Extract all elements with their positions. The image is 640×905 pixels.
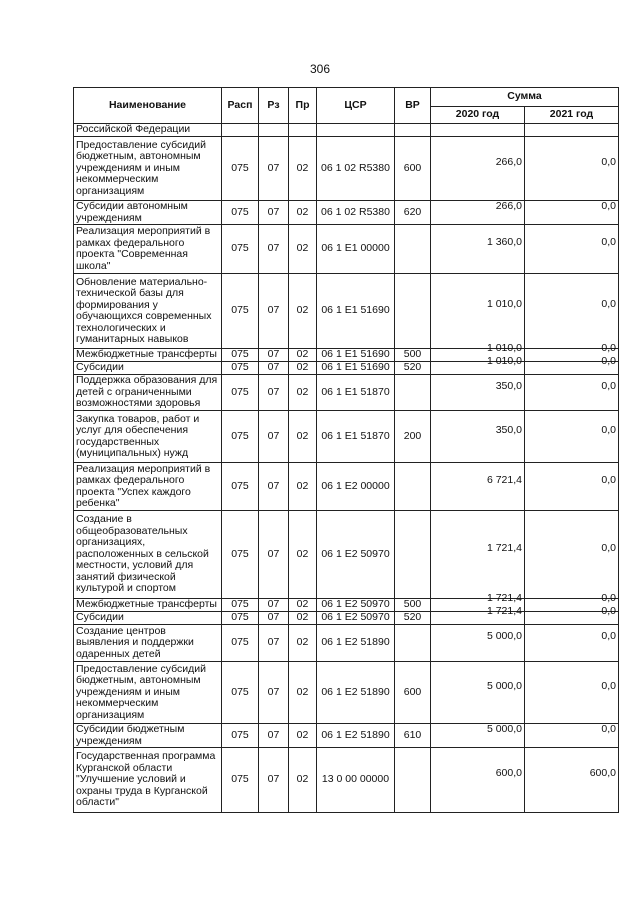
row-amount-2020	[431, 137, 525, 201]
row-csr: 06 1 E2 50970	[317, 599, 395, 612]
row-amount-2021	[525, 605, 619, 625]
table-row	[74, 662, 619, 724]
row-name: Государственная программа Курганской области "Улучшение условий и охраны труда в Курганской области"	[74, 748, 222, 813]
row-vr: 500	[395, 349, 431, 362]
row-name: Российской Федерации	[74, 124, 222, 137]
row-amount-2020	[431, 225, 525, 274]
header-year-2021: 2021 год	[525, 107, 619, 124]
row-amount-2021-value: 0,0	[601, 355, 616, 368]
header-pr: Пр	[289, 88, 317, 124]
row-amount-2021	[525, 748, 619, 813]
row-amount-2020-value: 350,0	[495, 379, 522, 392]
row-pr: 02	[289, 748, 317, 813]
row-amount-2021-value: 0,0	[601, 423, 616, 436]
row-pr: 02	[289, 599, 317, 612]
row-csr: 06 1 E2 51890	[317, 662, 395, 724]
table-row	[74, 625, 619, 662]
row-rasp: 075	[222, 225, 259, 274]
row-amount-2020-value: 5 000,0	[486, 630, 522, 643]
row-csr: 06 1 E2 00000	[317, 463, 395, 511]
row-amount-2020	[431, 511, 525, 599]
row-vr	[395, 625, 431, 662]
row-amount-2020-value: 1 721,4	[486, 592, 522, 605]
row-pr: 02	[289, 662, 317, 724]
row-name: Реализация мероприятий в рамках федерального проекта "Современная школа"	[74, 225, 222, 274]
row-pr: 02	[289, 349, 317, 362]
row-amount-2021	[525, 124, 619, 137]
table-row	[74, 137, 619, 201]
row-amount-2021-value: 0,0	[601, 722, 616, 735]
table-row	[74, 362, 619, 375]
row-name: Субсидии автономным учреждениям	[74, 201, 222, 225]
row-vr	[395, 375, 431, 411]
header-name: Наименование	[74, 88, 222, 124]
header-year-2020: 2020 год	[431, 107, 525, 124]
row-rz: 07	[259, 724, 289, 748]
row-rasp: 075	[222, 411, 259, 463]
row-rz: 07	[259, 349, 289, 362]
row-amount-2020-value: 1 010,0	[486, 355, 522, 368]
table-row	[74, 124, 619, 137]
row-csr: 06 1 E2 51890	[317, 724, 395, 748]
row-amount-2020	[431, 201, 525, 225]
row-name: Закупка товаров, работ и услуг для обеспечения государственных (муниципальных) нужд	[74, 411, 222, 463]
row-amount-2021	[525, 463, 619, 511]
row-csr: 06 1 E1 51690	[317, 349, 395, 362]
header-vr: ВР	[395, 88, 431, 124]
row-amount-2020	[431, 274, 525, 349]
table-row	[74, 349, 619, 362]
header-rz: Рз	[259, 88, 289, 124]
row-amount-2020-value: 5 000,0	[486, 722, 522, 735]
row-pr: 02	[289, 724, 317, 748]
row-rasp: 075	[222, 748, 259, 813]
row-amount-2021-value: 0,0	[601, 236, 616, 249]
table-row	[74, 225, 619, 274]
row-vr	[395, 225, 431, 274]
row-amount-2021	[525, 225, 619, 274]
row-csr: 06 1 E1 51870	[317, 411, 395, 463]
row-amount-2020	[431, 463, 525, 511]
row-rz: 07	[259, 225, 289, 274]
table-row	[74, 511, 619, 599]
row-rasp: 075	[222, 662, 259, 724]
row-name: Субсидии бюджетным учреждениям	[74, 724, 222, 748]
row-amount-2021	[525, 375, 619, 411]
header-rasp: Расп	[222, 88, 259, 124]
row-name: Субсидии	[74, 612, 222, 625]
row-vr: 600	[395, 137, 431, 201]
row-pr: 02	[289, 411, 317, 463]
table-row	[74, 599, 619, 612]
row-vr: 520	[395, 362, 431, 375]
row-vr	[395, 274, 431, 349]
row-amount-2021	[525, 511, 619, 599]
row-amount-2021-value: 0,0	[601, 342, 616, 355]
row-vr: 600	[395, 662, 431, 724]
row-rz: 07	[259, 411, 289, 463]
row-pr: 02	[289, 625, 317, 662]
row-amount-2020	[431, 375, 525, 411]
budget-table	[73, 87, 619, 813]
row-amount-2020-value: 5 000,0	[486, 679, 522, 692]
row-amount-2020	[431, 605, 525, 625]
row-amount-2021-value: 0,0	[601, 298, 616, 311]
row-amount-2020-value: 350,0	[495, 423, 522, 436]
row-amount-2020-value: 1 010,0	[486, 298, 522, 311]
row-rasp: 075	[222, 201, 259, 225]
row-amount-2020-value: 266,0	[495, 155, 522, 168]
row-csr: 06 1 E1 00000	[317, 225, 395, 274]
table-row	[74, 274, 619, 349]
row-rz	[259, 124, 289, 137]
row-rz: 07	[259, 612, 289, 625]
row-rasp: 075	[222, 274, 259, 349]
row-pr: 02	[289, 362, 317, 375]
page-number: 306	[309, 62, 331, 76]
row-csr: 06 1 E2 50970	[317, 612, 395, 625]
row-amount-2020	[431, 411, 525, 463]
table-row	[74, 375, 619, 411]
row-name: Создание центров выявления и поддержки одаренных детей	[74, 625, 222, 662]
row-pr: 02	[289, 201, 317, 225]
row-amount-2020-value: 600,0	[495, 767, 522, 780]
row-pr: 02	[289, 511, 317, 599]
row-rasp: 075	[222, 137, 259, 201]
row-rasp: 075	[222, 362, 259, 375]
row-amount-2021	[525, 411, 619, 463]
table-row	[74, 748, 619, 813]
row-rz: 07	[259, 463, 289, 511]
row-vr	[395, 463, 431, 511]
row-amount-2020	[431, 724, 525, 748]
row-amount-2021	[525, 724, 619, 748]
row-rasp: 075	[222, 511, 259, 599]
row-pr: 02	[289, 463, 317, 511]
row-pr: 02	[289, 612, 317, 625]
row-amount-2020-value: 1 360,0	[486, 236, 522, 249]
row-rasp: 075	[222, 599, 259, 612]
row-csr: 06 1 E1 51870	[317, 375, 395, 411]
row-vr: 520	[395, 612, 431, 625]
row-csr: 06 1 E2 50970	[317, 511, 395, 599]
row-pr	[289, 124, 317, 137]
row-vr	[395, 124, 431, 137]
row-amount-2020-value: 266,0	[495, 199, 522, 212]
row-name: Обновление материально-технической базы для формирования у обучающихся современных технологических и гуманитарных навыков	[74, 274, 222, 349]
row-csr: 06 1 02 R5380	[317, 201, 395, 225]
row-rasp: 075	[222, 375, 259, 411]
row-amount-2021-value: 0,0	[601, 630, 616, 643]
row-amount-2021	[525, 137, 619, 201]
row-pr: 02	[289, 225, 317, 274]
row-amount-2021-value: 0,0	[601, 379, 616, 392]
row-amount-2020	[431, 355, 525, 375]
table-row	[74, 411, 619, 463]
row-amount-2020-value: 1 721,4	[486, 605, 522, 618]
row-amount-2021-value: 0,0	[601, 199, 616, 212]
row-amount-2021-value: 0,0	[601, 679, 616, 692]
row-name: Реализация мероприятий в рамках федерального проекта "Успех каждого ребенка"	[74, 463, 222, 511]
row-csr: 06 1 E2 51890	[317, 625, 395, 662]
row-pr: 02	[289, 375, 317, 411]
table-row	[74, 612, 619, 625]
row-rz: 07	[259, 662, 289, 724]
row-pr: 02	[289, 274, 317, 349]
row-rz: 07	[259, 137, 289, 201]
row-name: Создание в общеобразовательных организациях, расположенных в сельской местности, условий для занятий физической культурой и спортом	[74, 511, 222, 599]
table-row	[74, 201, 619, 225]
row-rasp: 075	[222, 625, 259, 662]
row-amount-2021	[525, 355, 619, 375]
row-rasp	[222, 124, 259, 137]
header-sum: Сумма	[431, 88, 619, 107]
row-rasp: 075	[222, 612, 259, 625]
row-pr: 02	[289, 137, 317, 201]
row-rz: 07	[259, 599, 289, 612]
row-rz: 07	[259, 375, 289, 411]
row-rasp: 075	[222, 724, 259, 748]
row-amount-2021	[525, 274, 619, 349]
row-rz: 07	[259, 201, 289, 225]
row-amount-2021-value: 0,0	[601, 541, 616, 554]
row-csr: 06 1 E1 51690	[317, 274, 395, 349]
row-amount-2020-value: 6 721,4	[486, 473, 522, 486]
row-csr: 13 0 00 00000	[317, 748, 395, 813]
row-amount-2020	[431, 625, 525, 662]
row-amount-2020	[431, 662, 525, 724]
row-rz: 07	[259, 362, 289, 375]
row-csr: 06 1 02 R5380	[317, 137, 395, 201]
row-name: Поддержка образования для детей с ограниченными возможностями здоровья	[74, 375, 222, 411]
row-rz: 07	[259, 625, 289, 662]
row-amount-2021-value: 0,0	[601, 473, 616, 486]
row-amount-2020-value: 1 010,0	[486, 342, 522, 355]
row-amount-2021-value: 600,0	[589, 767, 616, 780]
row-rz: 07	[259, 511, 289, 599]
row-amount-2021-value: 0,0	[601, 605, 616, 618]
row-csr	[317, 124, 395, 137]
row-name: Межбюджетные трансферты	[74, 599, 222, 612]
row-amount-2020-value: 1 721,4	[486, 541, 522, 554]
row-vr: 200	[395, 411, 431, 463]
row-name: Предоставление субсидий бюджетным, автономным учреждениям и иным некоммерческим организациям	[74, 137, 222, 201]
row-vr: 500	[395, 599, 431, 612]
row-amount-2021	[525, 625, 619, 662]
row-amount-2021	[525, 201, 619, 225]
row-rz: 07	[259, 748, 289, 813]
row-vr	[395, 748, 431, 813]
row-amount-2021	[525, 662, 619, 724]
row-amount-2020	[431, 748, 525, 813]
row-name: Межбюджетные трансферты	[74, 349, 222, 362]
row-rasp: 075	[222, 463, 259, 511]
row-vr	[395, 511, 431, 599]
table-row	[74, 724, 619, 748]
row-amount-2020	[431, 124, 525, 137]
header-csr: ЦСР	[317, 88, 395, 124]
row-rz: 07	[259, 274, 289, 349]
row-name: Субсидии	[74, 362, 222, 375]
row-name: Предоставление субсидий бюджетным, автономным учреждениям и иным некоммерческим организациям	[74, 662, 222, 724]
table-row	[74, 463, 619, 511]
row-vr: 620	[395, 201, 431, 225]
row-csr: 06 1 E1 51690	[317, 362, 395, 375]
row-amount-2021-value: 0,0	[601, 155, 616, 168]
row-amount-2021-value: 0,0	[601, 592, 616, 605]
row-rasp: 075	[222, 349, 259, 362]
row-vr: 610	[395, 724, 431, 748]
